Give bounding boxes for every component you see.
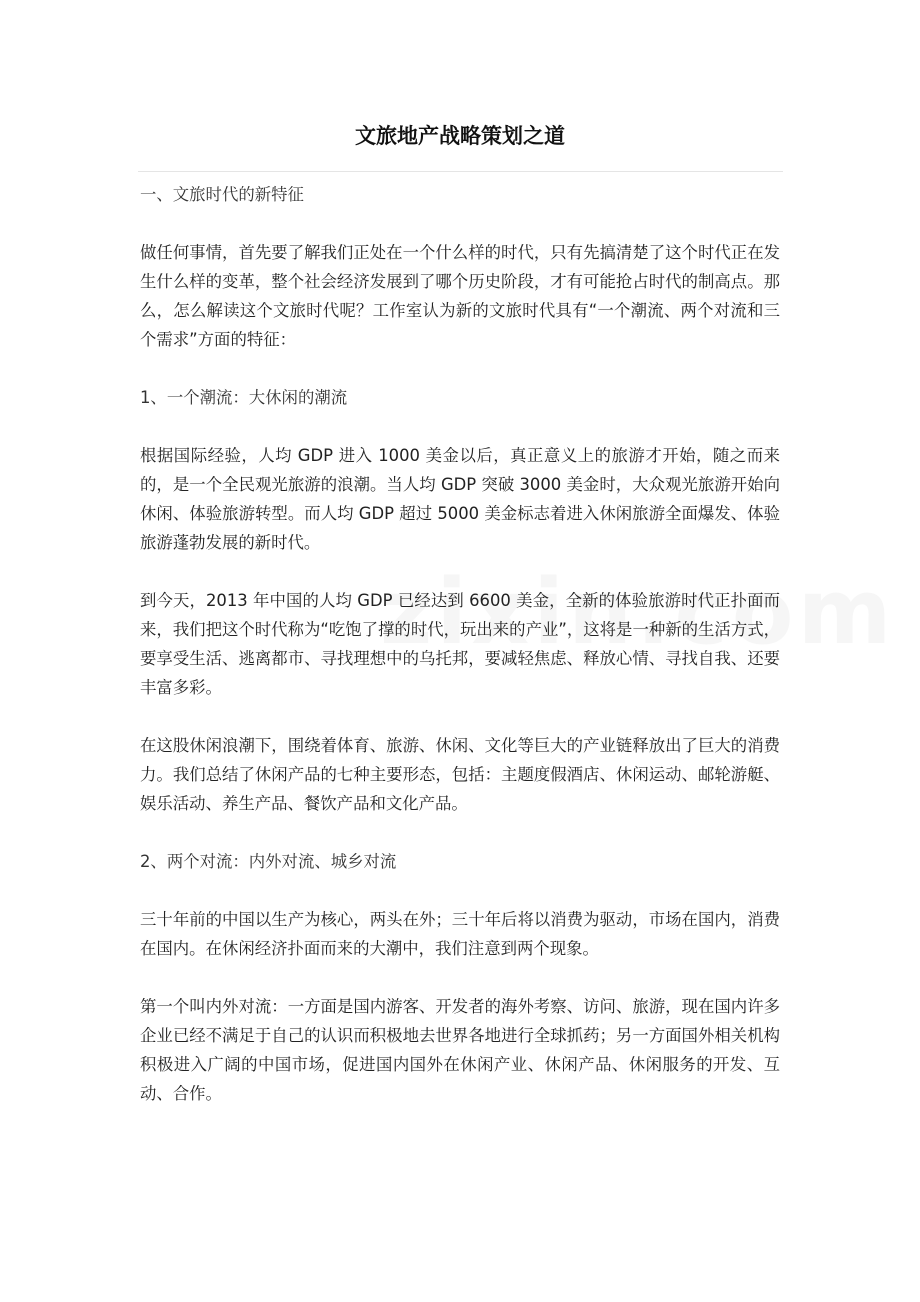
paragraph-thirty-years: 三十年前的中国以生产为核心，两头在外；三十年后将以消费为驱动，市场在国内，消费在国内。在休闲经济扑面而来的大潮中，我们注意到两个现象。 — [140, 910, 780, 958]
paragraph-gap — [140, 876, 780, 905]
subsection-heading-2: 2、两个对流：内外对流、城乡对流 — [140, 852, 397, 871]
paragraph-gap — [140, 818, 780, 847]
paragraph-gap — [140, 702, 780, 731]
document-body — [140, 180, 780, 1108]
subsection-heading-1: 1、一个潮流：大休闲的潮流 — [140, 388, 348, 407]
paragraph-gap — [140, 209, 780, 238]
paragraph-gap — [140, 557, 780, 586]
title-divider — [138, 171, 783, 172]
paragraph-gdp-experience: 根据国际经验，人均 GDP 进入 1000 美金以后，真正意义上的旅游才开始，随之而来的，是一个全民观光旅游的浪潮。当人均 GDP 突破 3000 美金时，大众观光旅游开始向休闲、体验旅游转型。而人均 GDP 超过 5000 美金标志着进入休闲旅游全面爆发、体验旅游蓬勃发展的新时代。 — [140, 446, 780, 552]
section-heading-1: 一、文旅时代的新特征 — [140, 185, 304, 204]
paragraph-intro: 做任何事情，首先要了解我们正处在一个什么样的时代，只有先搞清楚了这个时代正在发生什么样的变革，整个社会经济发展到了哪个历史阶段，才有可能抢占时代的制高点。那么，怎么解读这个文旅时代呢？工作室认为新的文旅时代具有“一个潮流、两个对流和三个需求”方面的特征： — [140, 243, 780, 349]
paragraph-leisure-products: 在这股休闲浪潮下，围绕着体育、旅游、休闲、文化等巨大的产业链释放出了巨大的消费力。我们总结了休闲产品的七种主要形态，包括：主题度假酒店、休闲运动、邮轮游艇、娱乐活动、养生产品、餐饮产品和文化产品。 — [140, 736, 780, 813]
document-title: 文旅地产战略策划之道 — [355, 124, 565, 148]
paragraph-2013-gdp: 到今天，2013 年中国的人均 GDP 已经达到 6600 美金，全新的体验旅游时代正扑面而来，我们把这个时代称为“吃饱了撑的时代，玩出来的产业”，这将是一种新的生活方式，要享受生活、逃离都市、寻找理想中的乌托邦，要减轻焦虑、释放心情、寻找自我、还要丰富多彩。 — [140, 591, 780, 697]
paragraph-gap — [140, 354, 780, 383]
paragraph-gap — [140, 412, 780, 441]
paragraph-inner-outer-flow: 第一个叫内外对流：一方面是国内游客、开发者的海外考察、访问、旅游，现在国内许多企业已经不满足于自己的认识而积极地去世界各地进行全球抓药；另一方面国外相关机构积极进入广阔的中国市场，促进国内国外在休闲产业、休闲产品、休闲服务的开发、互动、合作。 — [140, 997, 780, 1103]
paragraph-gap — [140, 963, 780, 992]
